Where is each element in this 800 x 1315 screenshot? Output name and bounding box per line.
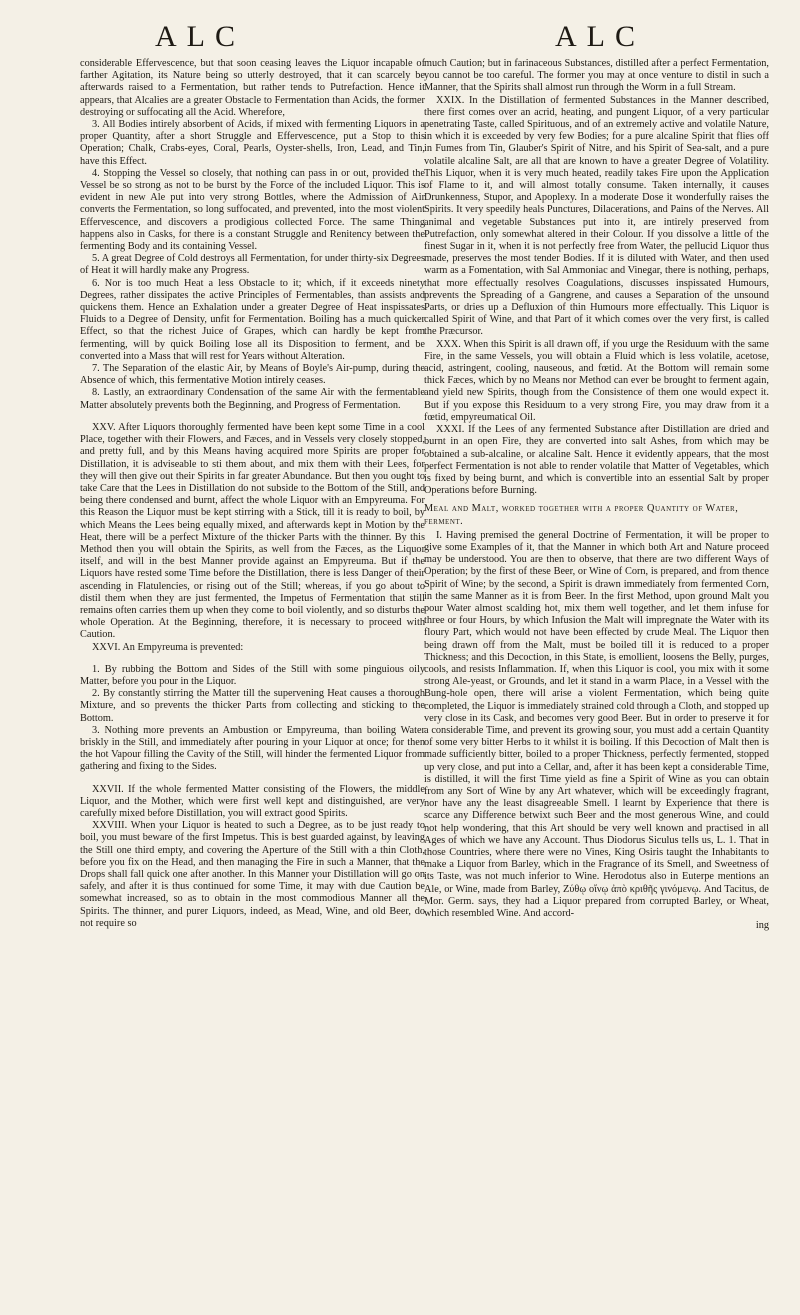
paragraph: 5. A great Degree of Cold destroys all Fermentation, for under thirty-six Degrees of Heat it will hardly make any Progress. xyxy=(80,253,425,277)
paragraph: much Caution; but in farinaceous Substances, distilled after a perfect Fermentation, you cannot be too careful. The former you may at once venture to distil in such a Manner, that the Spirits shall almost run through the Worm in a full Stream. xyxy=(424,58,769,94)
paragraph: 3. All Bodies intirely absorbent of Acids, if mixed with fermenting Liquors in a proper Quantity, after a short Struggle and Effervescence, put a Stop to this Operation; Chalk, Crabs-eyes, Coral, Pearls, Oyster-shells, Iron, Lead, and Tin, have this Effect. xyxy=(80,119,425,167)
paragraph: XXVII. If the whole fermented Matter consisting of the Flowers, the middle Liquor, and the Mother, which were first well kept and distinguished, are very carefully mixed before Distillation, you will extract good Spirits. xyxy=(80,783,425,819)
left-column xyxy=(80,58,425,1303)
running-header xyxy=(0,18,800,56)
right-column xyxy=(424,58,769,1303)
section-heading: Meal and Malt, worked together with a proper Quantity of Water, ferment. xyxy=(424,503,739,527)
catchword: ing xyxy=(755,920,769,932)
header-right: ALC xyxy=(555,20,645,53)
header-left: ALC xyxy=(155,20,245,53)
paragraph: XXVIII. When your Liquor is heated to such a Degree, as to be just ready to boil, you must beware of the first Impetus. This is best guarded against, by leaving the Still one third empty, and covering the Aperture of the Still with a thin Cloth, before you fix on the Head, and then managing the Fire in such a Manner, that the Drops shall fall quick one after another. In this Manner your Distillation will go on safely, and after it is thus continued for some Time, it may with due Caution be somewhat increased, so as to obtain in the most commodious Manner all the Spirits. The thinner, and purer Liquors, indeed, as Mead, Wine, and old Beer, do not require so xyxy=(80,820,425,929)
paragraph: 1. By rubbing the Bottom and Sides of the Still with some pinguious oily Matter, before you pour in the Liquor. xyxy=(80,663,425,687)
paragraph: 3. Nothing more prevents an Ambustion or Empyreuma, than boiling Water briskly in the Still, and immediately after pouring in your Liquor at once; for then the hot Vapour filling the Cavity of the Still, will hinder the fermented Liquor from gathering and fixing to the Sides. xyxy=(80,724,425,773)
paragraph: 8. Lastly, an extraordinary Condensation of the same Air with the fermentable Matter absolutely prevents both the Beginning, and Progress of Fermentation. xyxy=(80,387,425,411)
paragraph: considerable Effervescence, but that soon ceasing leaves the Liquor incapable of farther Agitation, its Nature being so utterly destroyed, that it can scarcely be afterwards raised to a Fermentation, but rather tends to Putrefaction. Hence it appears, that Alcalies are a greater Obstacle to Fermentation than Acids, the former destroying or suffocating all the Acid. Wherefore, xyxy=(80,58,425,118)
paragraph: 7. The Separation of the elastic Air, by Means of Boyle's Air-pump, during the Absence of which, this fermentative Motion intirely ceases. xyxy=(80,363,425,387)
paragraph: XXVI. An Empyreuma is prevented: xyxy=(92,641,244,653)
paragraph: XXXI. If the Lees of any fermented Substance after Distillation are dried and burnt in an open Fire, they are converted into salt Ashes, from which may be obtained a sub-alcaline, or alcaline Salt. Hence it evidently appears, that the most perfect Fermentation is not able to render volatile that Matter of Vegetables, which is fixed by being burnt, and which is convertible into an essential Salt by proper Operations before Burning. xyxy=(424,424,769,497)
paragraph: 4. Stopping the Vessel so closely, that nothing can pass in or out, provided the Vessel be so strong as not to be burst by the Force of the included Liquor. This is evident in new Ale put into very strong Bottles, where the Admission of Air converts the Fermentation, so long suffocated, and prevented, into the most violent Effervescence, and discovers a prodigious collected Force. The same Thing happens also in Casks, for there is a constant Struggle and Renitency between the fermenting Body and its containing Vessel. xyxy=(80,167,425,253)
paragraph: XXIX. In the Distillation of fermented Substances in the Manner described, there first comes over an acrid, heating, and pungent Liquor, of a very particular penetrating Taste, called Spirituous, and of an extremely active and volatile Nature, in which it is exceeded by very few Bodies; for a pure alcaline Spirit that flies off in Fumes from Tin, Glauber's Spirit of Nitre, and his Spirit of Sea-salt, and a pure volatile alcaline Salt, are all that are known to have a greater Degree of Volatility. This Liquor, when it is very much heated, readily takes Fire upon the Application of Flame to it, and will almost totally consume. Taken internally, it causes Drunkenness, Stupor, and Apoplexy. In a moderate Dose it wonderfully raises the Spirits. It very speedily heals Punctures, Dilacerations, and Pains of the Nerves. All animal and vegetable Substances put into it, are intirely preserved from Putrefaction, only somewhat altered in their Colour. If you dissolve a little of the finest Sugar in it, when it is not perfectly free from Water, the pellucid Liquor thus made, preserves the most tender Bodies. If it is diluted with Water, and then used warm as a Fomentation, with Sal Ammoniac and Vinegar, there is nothing, perhaps, that more effectually resolves Coagulations, discusses inspissated Humours, prevents the Spreading of a Gangrene, and causes a Separation of the unsound Parts, or dries up a Defluxion of thin Humours more effectually. This Liquor is called Spirit of Wine, and that Part of it which comes over the very first, is called the Præcursor. xyxy=(424,94,769,338)
paragraph: XXX. When this Spirit is all drawn off, if you urge the Residuum with the same Fire, in the same Vessels, you will obtain a Fluid which is less volatile, acetose, acid, astringent, cooling, nauseous, and fœtid. At the Bottom will remain some thick Fæces, which by no Means nor Method can ever be brought to ferment again, and yield new Spirits, though from the Consistence of them one would expect it. But if you expose this Residuum to a very strong Fire, you may draw from it a fœtid, empyreumatical Oil. xyxy=(424,338,769,423)
paragraph: I. Having premised the general Doctrine of Fermentation, it will be proper to give some Examples of it, that the Manner in which both Art and Nature proceed may be understood. You are then to observe, that there are two different Ways of Operation; by the first of these Beer, or Wine of Corn, is prepared, and from thence Spirit of Wine; by the second, a Spirit is drawn immediately from fermented Corn, in the same Manner as it is from Beer. In the first Method, upon ground Malt you pour Water almost scalding hot, mix them well together, and let them infuse for three or four Hours, by which Infusion the Malt will impregnate the Water with its floury Part, which would not have been effected by crude Meal. The Liquor then being drawn off from the Malt, must be boiled till it is reduced to a proper Thickness; and this Decoction, in this State, is emollient, loosens the Belly, purges, cools, and resists Inflammation. If, when this Liquor is cool, you mix with it some strong Ale-yeast, or Grounds, and let it stand in a warm Place, in a Vessel with the Bung-hole open, there will arise a violent Fermentation, which being quite completed, the Liquor is immediately strained cold through a Cloth, and stopped up very close in its Cask, and becomes very good Beer. But in order to preserve it for a considerable Time, and prevent its growing sour, you must add a certain Quantity of some very bitter Herbs to it whilst it is boiling. If this Decoction of Malt then is made sufficiently bitter, boiled to a proper Thickness, perfectly fermented, stopped up very close, and put into a Cellar, and, after it has been kept a considerable Time, is distilled, it will the first Time yield as fine a Spirit of Wine as you can obtain from any Sort of Wine by any Art whatever, which will be exceedingly fragrant, nor have any the least disagreeable Smell. I learnt by Experience that there is scarce any Difference betwixt such Beer and the most generous Wine, and could not help wondering, that this Art should be very well known and practised in all Ages of which we have any Account. Thus Diodorus Siculus tells us, L. 1. That in those Countries, where there were no Vines, King Osiris taught the Inhabitants to make a Liquor from Barley, which in the Fragrance of its Smell, and Sweetness of its Taste, was not much inferior to Wine. Herodotus also in Euterpe mentions an Ale, or Wine, made from Barley, Ζύθῳ οἴνῳ ἀπὸ κριθῆς γινόμενῳ. And Tacitus, de Mor. Germ. says, they had a Liquor prepared from corrupted Barley, or Wheat, which resembled Wine. And accord- xyxy=(424,529,769,920)
paragraph: 2. By constantly stirring the Matter till the supervening Heat causes a thorough Mixture, and so prevents the thicker Parts from collecting and sticking to the Bottom. xyxy=(80,688,425,724)
paragraph: XXV. After Liquors thoroughly fermented have been kept some Time in a cool Place, together with their Flowers, and Fæces, and in Vessels very closely stopped, and pretty full, and by this Means having acquired more Spirits are proper for Distillation, it is adviseable to sti them about, and mix them with their Lees, for they will then give out their Spirits in far greater Abundance. But then you ought to take Care that the Lees in Distillation do not subside to the Bottom of the Still, and being there condensed and burnt, affect the whole Liquor with an Empyreuma. For this Reason the Liquor must be kept stirring with a Stick, till it is ready to boil, by which Means the Lees being equally mixed, and afterwards kept in Motion by the Heat, there will be a perfect Mixture of the thicker Parts with the thinner. By this Method then you will obtain the Spirits, as well from the Fæces, as the Liquor itself, and will in the best Manner provide against an Empyreuma. But if the Liquors have rested some Time before the Distillation, there is less Danger of their ascending in Flatulencies, or rising out of the Still; whereas, if you go about to distil them when they are just fermented, the Impetus of Fermentation that still remains often carries them up when they come to boil violently, and so disturbs the whole Operation. At the Beginning, therefore, it is necessary to proceed with Caution. xyxy=(80,421,425,641)
paragraph: 6. Nor is too much Heat a less Obstacle to it; which, if it exceeds ninety Degrees, rather dissipates the active Principles of Fermentables, than assists and quickens them. Hence an Exhalation under a greater Degree of Heat inspissates Fluids to a Degree of Density, unfit for Fermentation. Boiling has a much quicker Effect, so that the richest Juice of Grapes, which can hardly be kept from fermenting, will by quick Boiling lose all its Disposition to ferment, and be converted into a Mass that will rest for Years without Alteration. xyxy=(80,277,425,362)
